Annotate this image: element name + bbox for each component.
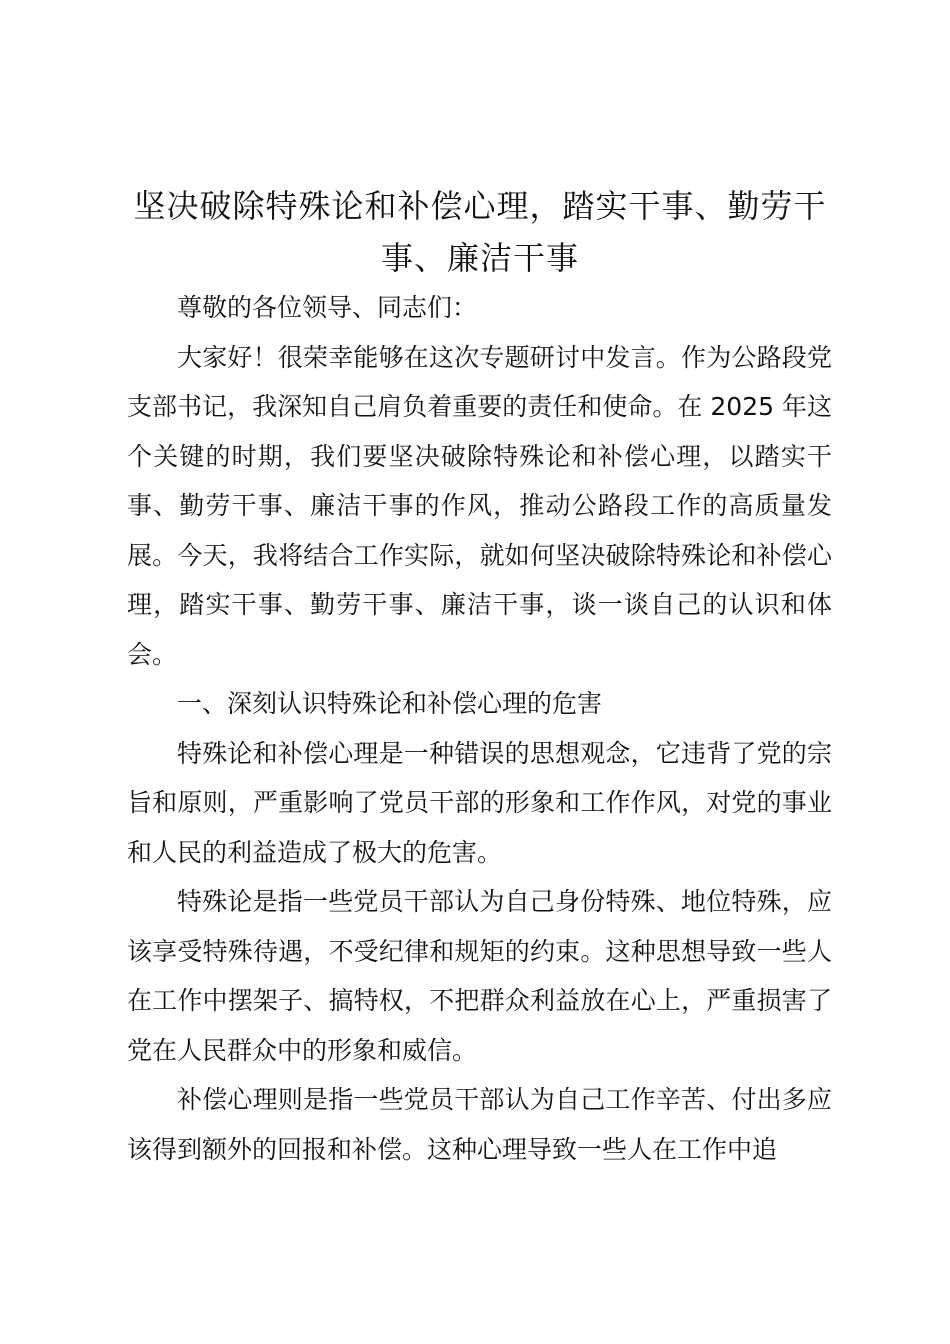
salutation: 尊敬的各位领导、同志们： xyxy=(177,293,478,322)
document-title: 坚决破除特殊论和补偿心理，踏实干事、勤劳干事、廉洁干事 xyxy=(133,187,827,277)
document-body xyxy=(127,283,832,1174)
body-paragraph: 特殊论和补偿心理是一种错误的思想观念，它违背了党的宗旨和原则，严重影响了党员干部的形象和工作作风，对党的事业和人民的利益造成了极大的危害。 xyxy=(127,738,832,867)
body-paragraph: 特殊论是指一些党员干部认为自己身份特殊、地位特殊，应该享受特殊待遇，不受纪律和规矩的约束。这种思想导致一些人在工作中摆架子、搞特权，不把群众利益放在心上，严重损害了党在人民群众中的形象和威信。 xyxy=(127,887,832,1065)
section-heading: 一、深刻认识特殊论和补偿心理的危害 xyxy=(177,689,603,718)
body-paragraph: 大家好！很荣幸能够在这次专题研讨中发言。作为公路段党支部书记，我深知自己肩负着重要的责任和使命。在 2025 年这个关键的时期，我们要坚决破除特殊论和补偿心理，以踏实干事、勤劳干事、廉洁干事的作风，推动公路段工作的高质量发展。今天，我将结合工作实际，就如何坚决破除特殊论和补偿心理，踏实干事、勤劳干事、廉洁干事，谈一谈自己的认识和体会。 xyxy=(127,342,832,669)
body-paragraph: 补偿心理则是指一些党员干部认为自己工作辛苦、付出多应该得到额外的回报和补偿。这种心理导致一些人在工作中追 xyxy=(127,1085,832,1164)
